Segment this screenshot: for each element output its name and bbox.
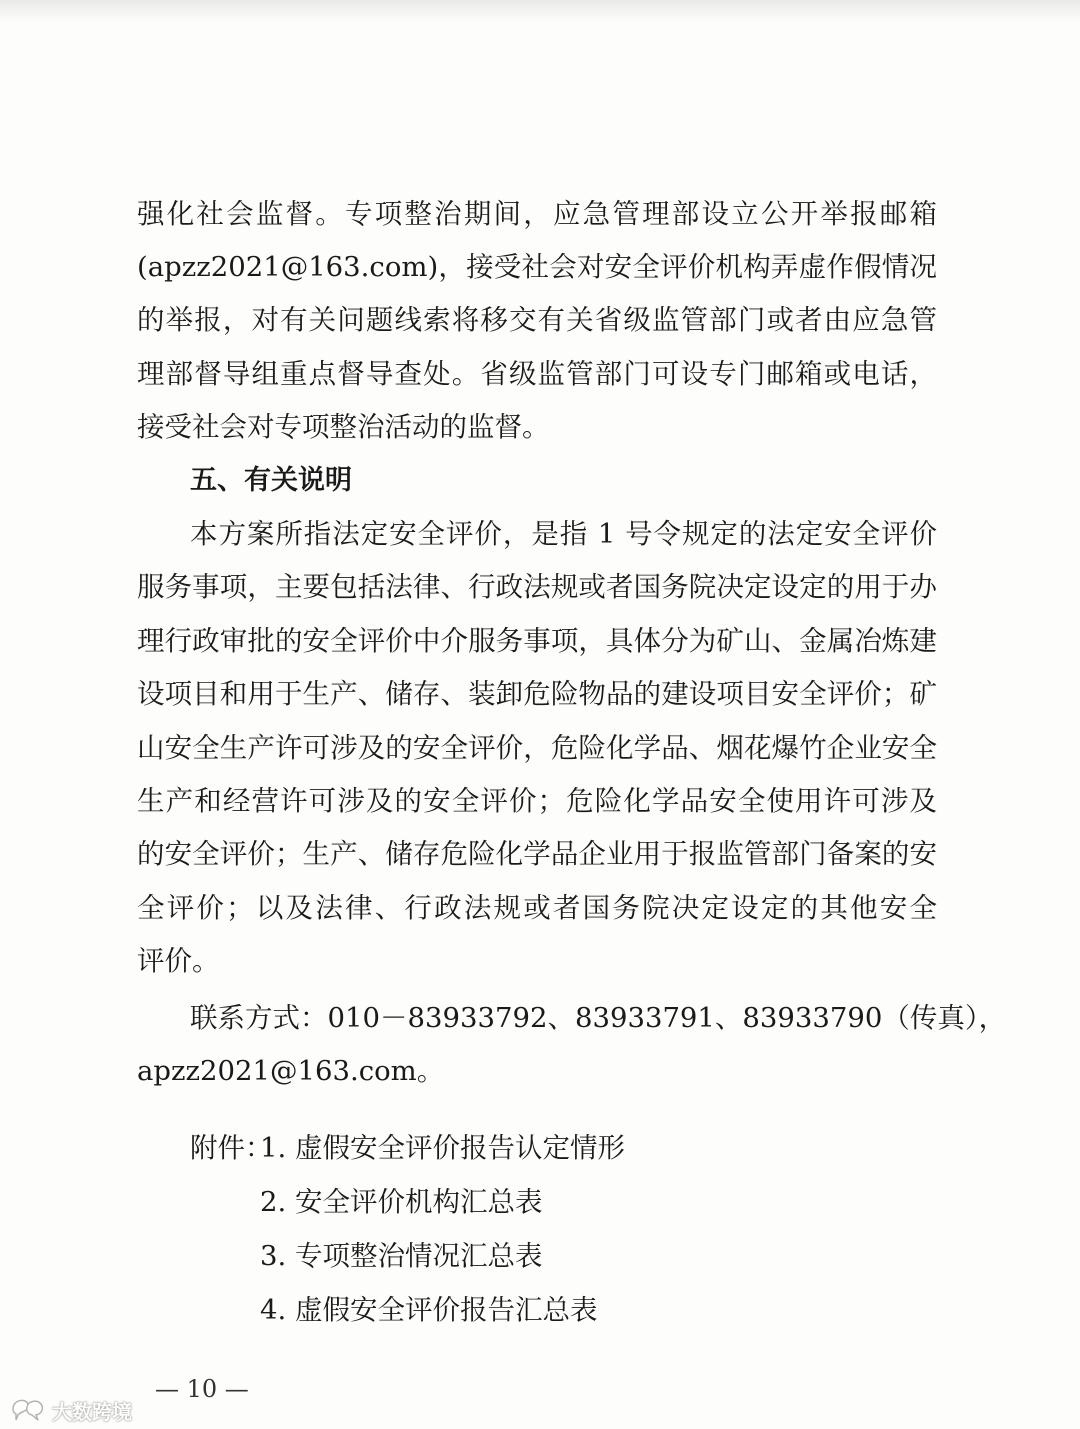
- body-line: 接受社会对专项整治活动的监督。: [137, 411, 550, 443]
- body-line: (apzz2021@163.com)，接受社会对安全评价机构弄虚作假情况: [137, 251, 937, 283]
- body-line: 的安全评价；生产、储存危险化学品企业用于报监管部门备案的安: [137, 838, 937, 870]
- attachment-item: 1. 虚假安全评价报告认定情形: [260, 1132, 625, 1164]
- body-line: 理部督导组重点督导查处。省级监管部门可设专门邮箱或电话，: [137, 358, 937, 390]
- watermark: [10, 1395, 132, 1425]
- body-line: 评价。: [137, 945, 220, 977]
- attachment-item: 3. 专项整治情况汇总表: [260, 1240, 543, 1272]
- body-line: 本方案所指法定安全评价，是指 1 号令规定的法定安全评价: [190, 518, 937, 550]
- scan-edge-shade: [0, 0, 1080, 22]
- section-heading: 五、有关说明: [190, 465, 352, 496]
- attachment-item: 4. 虚假安全评价报告汇总表: [260, 1294, 598, 1326]
- body-line: 全评价；以及法律、行政法规或者国务院决定设定的其他安全: [137, 892, 937, 924]
- contact-email: apzz2021@163.com。: [137, 1055, 445, 1087]
- attachment-item: 2. 安全评价机构汇总表: [260, 1186, 543, 1218]
- contact-line: 联系方式：010－83933792、83933791、83933790（传真），: [190, 1002, 1007, 1034]
- attachments-label: 附件：: [190, 1132, 273, 1164]
- body-line: 理行政审批的安全评价中介服务事项，具体分为矿山、金属冶炼建: [137, 625, 937, 657]
- body-line: 生产和经营许可涉及的安全评价；危险化学品安全使用许可涉及: [137, 785, 937, 817]
- page-number: — 10 —: [155, 1375, 249, 1403]
- body-line: 的举报，对有关问题线索将移交有关省级监管部门或者由应急管: [137, 304, 937, 336]
- watermark-text: 大数跨境: [52, 1399, 132, 1424]
- body-line: 设项目和用于生产、储存、装卸危险物品的建设项目安全评价；矿: [137, 678, 937, 710]
- body-line: 服务事项，主要包括法律、行政法规或者国务院决定设定的用于办: [137, 571, 937, 603]
- body-line: 强化社会监督。专项整治期间，应急管理部设立公开举报邮箱: [137, 198, 937, 230]
- chat-bubble-icon: [10, 1397, 46, 1423]
- body-line: 山安全生产许可涉及的安全评价，危险化学品、烟花爆竹企业安全: [137, 732, 937, 764]
